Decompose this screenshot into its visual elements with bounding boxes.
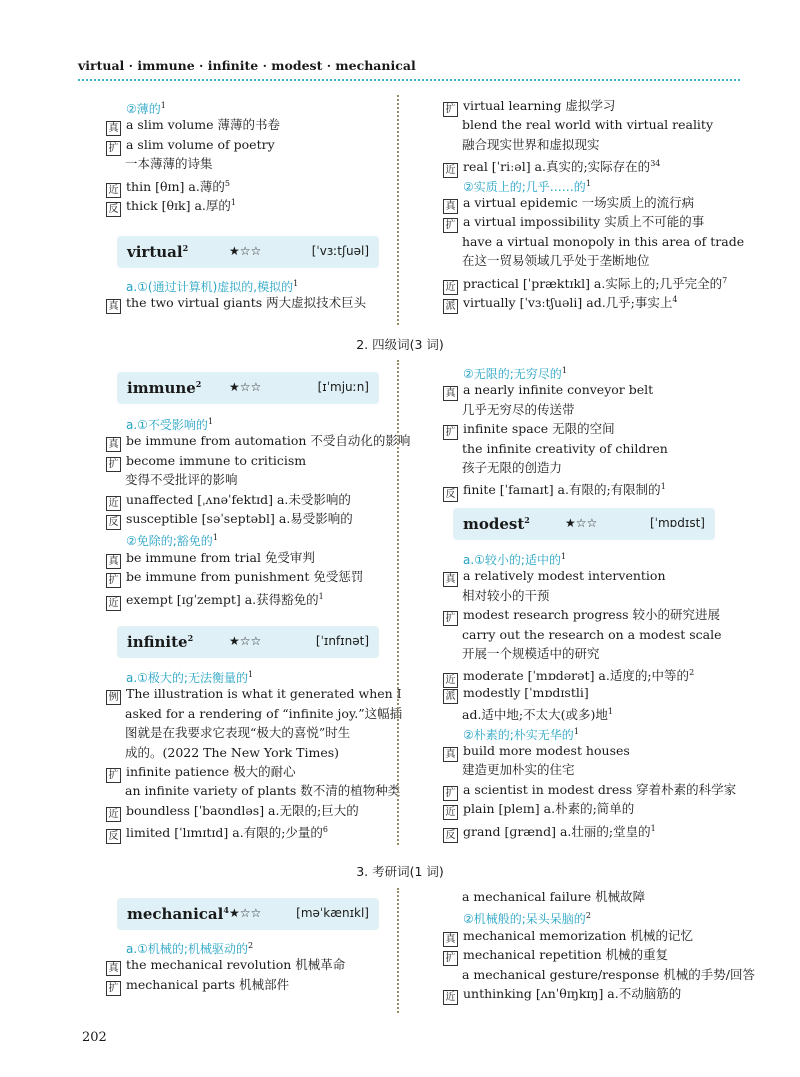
entry-line bbox=[106, 97, 166, 118]
label-tag: 真 bbox=[106, 121, 121, 136]
entry-line bbox=[443, 459, 562, 477]
entry-line bbox=[443, 478, 666, 501]
entry-line bbox=[443, 440, 668, 458]
phonetic: [məˈkænɪkl] bbox=[296, 906, 369, 920]
entry-line bbox=[443, 97, 615, 117]
entry-line bbox=[443, 723, 579, 744]
label-tag: 近 bbox=[106, 496, 121, 511]
label-tag: 真 bbox=[106, 299, 121, 314]
frequency-superscript: 2 bbox=[689, 668, 695, 678]
entry-text: the two virtual giants 两大虚拟技术巨头 bbox=[126, 295, 367, 311]
entry-text: blend the real world with virtual reality bbox=[462, 117, 714, 133]
label-tag: 扩 bbox=[443, 951, 458, 966]
entry-text: a slim volume of poetry bbox=[126, 136, 275, 152]
entry-text: susceptible [səˈseptəbl] a.易受影响的 bbox=[126, 511, 353, 526]
entry-line bbox=[106, 744, 339, 762]
label-tag: 真 bbox=[443, 572, 458, 587]
entry-line bbox=[106, 937, 253, 958]
entry-line bbox=[443, 781, 736, 801]
entry-text: boundless [ˈbaʊndləs] a.无限的;巨大的 bbox=[126, 802, 359, 818]
sense-heading: ②无限的;无穷尽的 bbox=[463, 367, 562, 382]
entry-line bbox=[443, 645, 600, 663]
label-tag: 近 bbox=[106, 596, 121, 611]
sense-heading: ②薄的 bbox=[126, 102, 161, 117]
entry-text: thick [θɪk] a.厚的 bbox=[126, 198, 231, 214]
entry-line bbox=[106, 782, 400, 800]
label-tag: 扩 bbox=[443, 786, 458, 801]
frequency-superscript: 7 bbox=[722, 275, 728, 285]
entry-text: unthinking [ʌnˈθɪŋkɪŋ] a.不动脑筋的 bbox=[463, 986, 682, 1001]
label-tag: 扩 bbox=[443, 425, 458, 440]
frequency-superscript: 2 bbox=[585, 911, 591, 921]
entry-line bbox=[443, 381, 653, 401]
label-tag: 近 bbox=[443, 673, 458, 688]
headword-text: immune$^2$ bbox=[127, 379, 202, 397]
entry-text: a virtual impossibility 实质上不可能的事 bbox=[463, 214, 705, 230]
entry-line bbox=[443, 175, 591, 196]
entry-line bbox=[106, 491, 351, 511]
label-tag: 例 bbox=[106, 690, 121, 705]
entry-line bbox=[443, 985, 681, 1005]
entry-text: thin [θɪn] a.薄的 bbox=[126, 178, 225, 194]
column-divider-2 bbox=[397, 360, 405, 845]
entry-line bbox=[443, 946, 668, 966]
frequency-stars: ★☆☆ bbox=[229, 380, 262, 394]
entry-text: 孩子无限的创造力 bbox=[462, 460, 563, 475]
entry-line bbox=[106, 549, 315, 569]
label-tag: 扩 bbox=[443, 611, 458, 626]
frequency-superscript: 1 bbox=[293, 279, 299, 288]
entry-text: become immune to criticism bbox=[126, 452, 307, 468]
frequency-superscript: 1 bbox=[160, 101, 166, 110]
frequency-superscript: 1 bbox=[573, 726, 579, 736]
entry-text: exempt [ɪɡˈzempt] a.获得豁免的 bbox=[126, 591, 319, 607]
entry-text: the infinite creativity of children bbox=[462, 440, 668, 456]
entry-text: infinite patience 极大的耐心 bbox=[126, 764, 296, 779]
entry-text: a mechanical gesture/response 机械的手势/回答 bbox=[462, 966, 755, 982]
entry-line bbox=[106, 116, 280, 136]
entry-text: 相对较小的干预 bbox=[462, 587, 550, 603]
sense-heading: a.①(通过计算机)虚拟的,模拟的 bbox=[126, 280, 294, 295]
frequency-superscript: 1 bbox=[560, 552, 567, 561]
frequency-superscript: 1 bbox=[585, 178, 591, 188]
running-header: virtual · immune · infinite · modest · mechanical bbox=[78, 58, 416, 73]
headword-virtual bbox=[117, 236, 379, 268]
label-tag: 真 bbox=[106, 437, 121, 452]
entry-text: 一本薄薄的诗集 bbox=[125, 156, 213, 172]
headword-text: infinite$^2$ bbox=[127, 633, 194, 651]
entry-line bbox=[443, 907, 591, 928]
column-divider-3 bbox=[397, 888, 405, 1013]
label-tag: 反 bbox=[106, 829, 121, 844]
entry-text: asked for a rendering of “infinite joy.”这幅插 bbox=[125, 705, 403, 721]
sense-heading: ②免除的;豁免的 bbox=[126, 534, 213, 549]
sense-heading: a.①不受影响的 bbox=[126, 418, 208, 433]
entry-line bbox=[443, 742, 630, 762]
frequency-superscript: 5 bbox=[224, 178, 230, 188]
entry-line bbox=[443, 252, 650, 270]
entry-text: be immune from punishment 免受惩罚 bbox=[126, 569, 364, 585]
entry-line bbox=[106, 136, 275, 156]
label-tag: 近 bbox=[106, 183, 121, 198]
entry-line bbox=[106, 529, 218, 550]
label-tag: 反 bbox=[443, 487, 458, 502]
entry-text: limited [ˈlɪmɪtɪd] a.有限的;少量的 bbox=[126, 825, 323, 841]
frequency-superscript: 6 bbox=[322, 825, 329, 835]
entry-line bbox=[443, 116, 713, 134]
entry-line bbox=[106, 763, 296, 783]
sense-heading: ②机械般的;呆头呆脑的 bbox=[463, 912, 586, 927]
entry-line bbox=[106, 821, 328, 844]
entry-line bbox=[443, 194, 694, 214]
label-tag: 近 bbox=[443, 280, 458, 295]
entry-text: 建造更加朴实的住宅 bbox=[462, 762, 575, 778]
frequency-superscript: 1 bbox=[607, 707, 613, 717]
entry-line bbox=[443, 927, 693, 947]
headword-text: modest$^2$ bbox=[463, 515, 530, 533]
frequency-superscript: 1 bbox=[660, 482, 666, 492]
label-tag: 扩 bbox=[106, 573, 121, 588]
entry-text: modestly [ˈmɒdɪstli] bbox=[463, 684, 589, 700]
entry-text: an infinite variety of plants 数不清的植物种类 bbox=[125, 783, 401, 799]
label-tag: 反 bbox=[106, 202, 121, 217]
label-tag: 真 bbox=[443, 747, 458, 762]
entry-text: modest research progress 较小的研究进展 bbox=[463, 607, 721, 623]
entry-line bbox=[443, 362, 567, 383]
entry-text: a virtual epidemic 一场实质上的流行病 bbox=[463, 195, 695, 210]
headword-infinite bbox=[117, 626, 379, 658]
frequency-superscript: 1 bbox=[230, 198, 236, 207]
entry-line bbox=[443, 888, 645, 906]
entry-line bbox=[443, 606, 720, 626]
entry-line bbox=[106, 194, 236, 217]
label-tag: 扩 bbox=[106, 457, 121, 472]
entry-line bbox=[443, 820, 656, 843]
entry-text: moderate [ˈmɒdərət] a.适度的;中等的 bbox=[463, 668, 690, 684]
frequency-superscript: 1 bbox=[561, 366, 567, 375]
entry-text: 变得不受批评的影响 bbox=[125, 472, 238, 488]
label-tag: 扩 bbox=[106, 141, 121, 156]
frequency-stars: ★☆☆ bbox=[229, 244, 262, 258]
entry-line bbox=[106, 685, 402, 705]
entry-line bbox=[443, 703, 613, 724]
entry-text: be immune from automation 不受自动化的影响 bbox=[126, 433, 411, 449]
label-tag: 近 bbox=[443, 163, 458, 178]
entry-text: finite [ˈfaɪnaɪt] a.有限的;有限制的 bbox=[463, 482, 661, 498]
frequency-superscript: 4 bbox=[672, 295, 678, 304]
label-tag: 真 bbox=[443, 199, 458, 214]
entry-line bbox=[443, 626, 722, 644]
entry-text: infinite space 无限的空间 bbox=[463, 421, 615, 437]
label-tag: 反 bbox=[106, 515, 121, 530]
sense-heading: ②朴素的;朴实无华的 bbox=[463, 727, 574, 742]
entry-text: a mechanical failure 机械故障 bbox=[462, 889, 646, 904]
entry-text: 成的。(2022 The New York Times) bbox=[125, 744, 340, 760]
headword-mechanical bbox=[117, 898, 379, 930]
entry-text: 融合现实世界和虚拟现实 bbox=[462, 136, 600, 152]
entry-line bbox=[443, 761, 575, 779]
headword-text: mechanical$^4$ bbox=[127, 905, 229, 923]
frequency-stars: ★☆☆ bbox=[229, 634, 262, 648]
entry-line bbox=[443, 233, 744, 251]
sense-heading: a.①机械的;机械驱动的 bbox=[126, 942, 248, 957]
entry-text: real [ˈriːəl] a.真实的;实际存在的 bbox=[463, 159, 651, 175]
frequency-stars: ★☆☆ bbox=[565, 516, 598, 530]
entry-line bbox=[106, 956, 345, 976]
entry-text: a slim volume 薄薄的书卷 bbox=[126, 117, 281, 133]
entry-text: practical [ˈpræktɪkl] a.实际上的;几乎完全的 bbox=[463, 275, 723, 291]
entry-line bbox=[106, 802, 359, 822]
entry-text: have a virtual monopoly in this area of trade bbox=[462, 233, 745, 249]
column-divider-1 bbox=[397, 95, 405, 325]
entry-line bbox=[443, 136, 600, 154]
entry-line bbox=[443, 800, 634, 820]
entry-line bbox=[106, 724, 350, 742]
sense-heading: ②实质上的;几乎……的 bbox=[463, 179, 586, 194]
entry-line bbox=[443, 587, 550, 605]
entry-text: mechanical repetition 机械的重复 bbox=[463, 947, 669, 963]
frequency-superscript: 1 bbox=[318, 591, 324, 601]
label-tag: 扩 bbox=[443, 218, 458, 233]
frequency-superscript: 1 bbox=[207, 417, 214, 426]
frequency-stars: ★☆☆ bbox=[229, 906, 262, 920]
label-tag: 扩 bbox=[106, 981, 121, 996]
entry-line bbox=[106, 275, 298, 296]
section-heading-level4: 2. 四级词(3 词) bbox=[356, 337, 444, 352]
entry-line bbox=[106, 705, 402, 723]
entry-text: plain [pleɪn] a.朴素的;简单的 bbox=[463, 801, 635, 817]
phonetic: [ˈmɒdɪst] bbox=[649, 516, 705, 530]
frequency-superscript: 2 bbox=[247, 941, 254, 950]
frequency-superscript: 1 bbox=[650, 823, 656, 833]
frequency-superscript: 1 bbox=[212, 533, 218, 543]
entry-text: the mechanical revolution 机械革命 bbox=[126, 957, 346, 973]
entry-line bbox=[443, 966, 755, 984]
frequency-superscript: 1 bbox=[247, 670, 254, 679]
entry-text: 几乎无穷尽的传送带 bbox=[462, 401, 575, 417]
entry-text: mechanical parts 机械部件 bbox=[126, 976, 290, 992]
phonetic: [ˈɪnfɪnət] bbox=[315, 634, 369, 648]
entry-text: 图就是在我要求它表现“极大的喜悦”时生 bbox=[125, 725, 351, 741]
entry-line bbox=[106, 155, 213, 173]
entry-text: mechanical memorization 机械的记忆 bbox=[463, 927, 693, 943]
entry-line bbox=[106, 294, 366, 314]
entry-text: a scientist in modest dress 穿着朴素的科学家 bbox=[463, 781, 737, 797]
headword-text: virtual$^2$ bbox=[127, 243, 189, 261]
entry-line bbox=[443, 420, 615, 440]
label-tag: 扩 bbox=[106, 768, 121, 783]
entry-line bbox=[443, 548, 566, 569]
entry-line bbox=[106, 471, 238, 489]
label-tag: 扩 bbox=[443, 102, 458, 117]
phonetic: [ɪˈmjuːn] bbox=[317, 380, 369, 394]
entry-text: virtually [ˈvɜːtʃuəli] ad.几乎;事实上 bbox=[463, 295, 673, 311]
sense-heading: a.①极大的;无法衡量的 bbox=[126, 671, 248, 686]
entry-line bbox=[443, 401, 575, 419]
label-tag: 反 bbox=[443, 828, 458, 843]
sense-heading: a.①较小的;适中的 bbox=[463, 553, 561, 568]
entry-line bbox=[106, 413, 213, 434]
entry-line bbox=[106, 568, 363, 588]
label-tag: 真 bbox=[106, 961, 121, 976]
entry-line bbox=[106, 588, 324, 611]
page-number: 202 bbox=[82, 1030, 107, 1045]
phonetic: [ˈvɜːtʃuəl] bbox=[311, 244, 369, 258]
entry-text: carry out the research on a modest scale bbox=[462, 626, 722, 642]
entry-text: 在这一贸易领域几乎处于垄断地位 bbox=[462, 253, 650, 269]
label-tag: 派 bbox=[443, 299, 458, 314]
entry-text: unaffected [ˌʌnəˈfektɪd] a.未受影响的 bbox=[126, 491, 351, 507]
frequency-superscript: 34 bbox=[650, 159, 661, 169]
entry-line bbox=[443, 291, 677, 314]
entry-line bbox=[443, 684, 589, 704]
label-tag: 近 bbox=[106, 807, 121, 822]
entry-text: ad.适中地;不太大(或多)地 bbox=[462, 707, 608, 723]
label-tag: 近 bbox=[443, 805, 458, 820]
entry-text: be immune from trial 免受审判 bbox=[126, 549, 315, 565]
label-tag: 真 bbox=[443, 932, 458, 947]
label-tag: 真 bbox=[106, 554, 121, 569]
label-tag: 近 bbox=[443, 990, 458, 1005]
section-heading-kaoyan: 3. 考研词(1 词) bbox=[356, 864, 444, 879]
entry-line bbox=[106, 666, 253, 687]
entry-text: The illustration is what it generated when I bbox=[126, 686, 402, 702]
entry-text: build more modest houses bbox=[463, 743, 630, 758]
entry-text: grand [ɡrænd] a.壮丽的;堂皇的 bbox=[463, 823, 651, 839]
label-tag: 派 bbox=[443, 689, 458, 704]
entry-line bbox=[106, 452, 306, 472]
entry-text: a nearly infinite conveyor belt bbox=[463, 382, 654, 398]
entry-line bbox=[106, 976, 289, 996]
entry-line bbox=[106, 510, 353, 530]
entry-text: virtual learning 虚拟学习 bbox=[463, 98, 616, 113]
headword-modest bbox=[453, 508, 715, 540]
headword-immune bbox=[117, 372, 379, 404]
label-tag: 真 bbox=[443, 386, 458, 401]
entry-text: a relatively modest intervention bbox=[463, 568, 666, 584]
entry-line bbox=[443, 567, 666, 587]
entry-line bbox=[443, 213, 704, 233]
entry-text: 开展一个规模适中的研究 bbox=[462, 646, 600, 661]
header-rule bbox=[78, 79, 740, 84]
entry-line bbox=[106, 432, 410, 452]
